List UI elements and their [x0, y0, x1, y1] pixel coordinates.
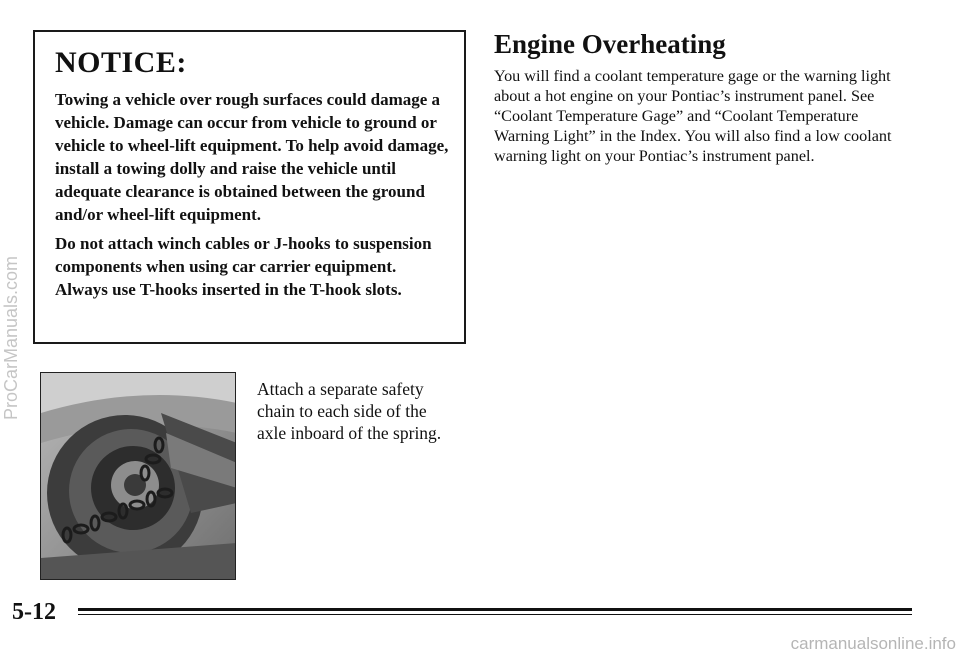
- bottom-watermark: carmanualsonline.info: [790, 634, 956, 653]
- figure-caption: Attach a separate safety chain to each side of the axle inboard of the spring.: [257, 379, 442, 443]
- section-body: You will find a coolant temperature gage or the warning light about a hot engine on your Pontiac’s instrument panel. See “Coolant Temperature Gage” and “Coolant Temperature Warning Light” in the Index. You will also find a low coolant warning light on your Pontiac’s instrument panel.: [494, 67, 892, 165]
- notice-box: [33, 30, 466, 344]
- notice-title: NOTICE:: [55, 46, 187, 79]
- side-watermark: ProCarManuals.com: [1, 255, 21, 420]
- footer-rule-thick: [78, 608, 912, 611]
- page-number: 5-12: [12, 599, 56, 625]
- safety-chain-illustration: [41, 373, 236, 580]
- section-title: Engine Overheating: [494, 29, 726, 59]
- footer-rule-thin: [78, 614, 912, 615]
- notice-paragraph-1: Towing a vehicle over rough surfaces could damage a vehicle. Damage can occur from vehicle to ground or vehicle to wheel-lift equipment. To help avoid damage, install a towing dolly and raise the vehicle until adequate clearance is obtained between the ground and/or wheel-lift equipment.: [55, 90, 449, 224]
- notice-paragraph-2: Do not attach winch cables or J-hooks to suspension components when using car carrier equipment. Always use T-hooks inserted in the T-hook slots.: [55, 234, 432, 299]
- safety-chain-photo: [40, 372, 236, 580]
